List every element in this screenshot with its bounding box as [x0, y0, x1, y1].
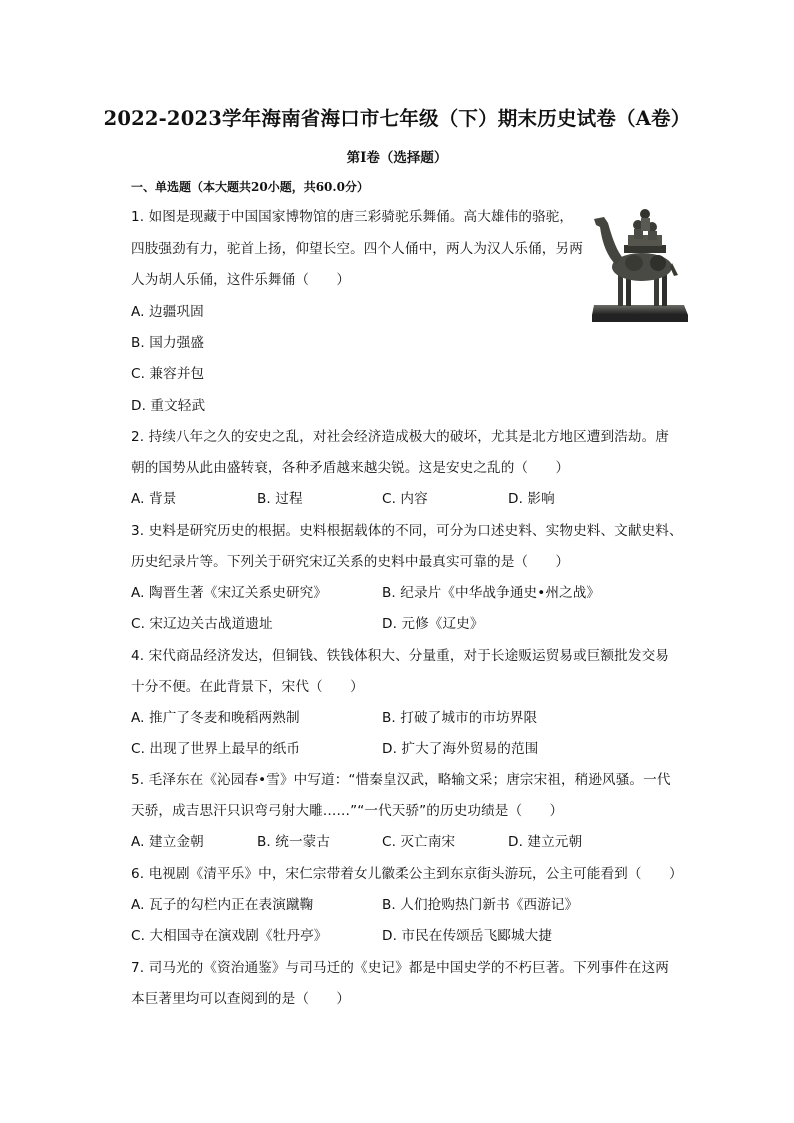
question-6-option-b: B. 人们抢购热门新书《西游记》 [382, 897, 579, 913]
question-7-line-2: 本巨著里均可以查阅到的是（ ） [131, 991, 351, 1007]
question-5-option-b: B. 统一蒙古 [257, 834, 331, 850]
question-2-option-c: C. 内容 [382, 491, 428, 507]
question-2-option-b: B. 过程 [257, 491, 303, 507]
question-2-line-2: 朝的国势从此由盛转衰，各种矛盾越来越尖锐。这是安史之乱的（ ） [131, 460, 570, 476]
question-4-line-2: 十分不便。在此背景下，宋代（ ） [131, 679, 364, 695]
question-4-option-b: B. 打破了城市的市坊界限 [382, 710, 538, 726]
question-5-line-2: 天骄，成吉思汗只识弯弓射大雕……”“一代天骄”的历史功绩是（ ） [131, 803, 564, 819]
question-4-option-a: A. 推广了冬麦和晚稻两熟制 [131, 710, 300, 726]
question-3-line-2: 历史纪录片等。下列关于研究宋辽关系的史料中最真实可靠的是（ ） [131, 554, 570, 570]
question-1-line-1: 1. 如图是现藏于中国国家博物馆的唐三彩骑驼乐舞俑。高大雄伟的骆驼， [131, 209, 574, 225]
question-6-line-1: 6. 电视剧《清平乐》中，宋仁宗带着女儿徽柔公主到东京街头游玩，公主可能看到（ ） [131, 866, 683, 882]
question-3-option-a: A. 陶晋生著《宋辽关系史研究》 [131, 585, 328, 601]
question-2-option-a: A. 背景 [131, 491, 177, 507]
question-6-option-a: A. 瓦子的勾栏内正在表演蹴鞠 [131, 897, 314, 913]
question-2-line-1: 2. 持续八年之久的安史之乱，对社会经济造成极大的破坏，尤其是北方地区遭到浩劫。唐 [131, 429, 669, 445]
question-1-option-b: B. 国力强盛 [131, 335, 205, 351]
question-1-line-3: 人为胡人乐俑，这件乐舞俑（ ） [131, 272, 351, 288]
question-1-option-d: D. 重文轻武 [131, 398, 206, 414]
question-6-option-c: C. 大相国寺在演戏剧《牡丹亭》 [131, 928, 328, 944]
question-4-option-c: C. 出现了世界上最早的纸币 [131, 741, 301, 757]
question-5-option-d: D. 建立元朝 [508, 834, 583, 850]
question-1-line-2: 四肢强劲有力，驼首上扬，仰望长空。四个人俑中，两人为汉人乐俑，另两 [131, 241, 583, 257]
question-5-option-a: A. 建立金朝 [131, 834, 204, 850]
question-1-option-c: C. 兼容并包 [131, 366, 205, 382]
question-5-option-c: C. 灭亡南宋 [382, 834, 456, 850]
question-6-option-d: D. 市民在传颂岳飞郾城大捷 [382, 928, 553, 944]
question-4-line-1: 4. 宋代商品经济发达，但铜钱、铁钱体积大、分量重，对于长途贩运贸易或巨额批发交易 [131, 648, 669, 664]
question-2-option-d: D. 影响 [508, 491, 555, 507]
part-heading: 第Ⅰ卷（选择题） [346, 150, 448, 166]
question-3-line-1: 3. 史料是研究历史的根据。史料根据载体的不同，可分为口述史料、实物史料、文献史料、 [131, 523, 683, 539]
question-5-line-1: 5. 毛泽东在《沁园春•雪》中写道：“惜秦皇汉武，略输文采；唐宗宋祖，稍逊风骚。一代 [131, 772, 671, 788]
question-3-option-c: C. 宋辽边关古战道遗址 [131, 616, 273, 632]
camel-figurine-image [588, 205, 690, 325]
question-4-option-d: D. 扩大了海外贸易的范围 [382, 741, 539, 757]
question-7-line-1: 7. 司马光的《资治通鉴》与司马迁的《史记》都是中国史学的不朽巨著。下列事件在这两 [131, 960, 669, 976]
page-title: 2022-2023学年海南省海口市七年级（下）期末历史试卷（A卷） [103, 107, 691, 130]
question-3-option-b: B. 纪录片《中华战争通史•州之战》 [382, 585, 601, 601]
section-heading: 一、单选题（本大题共20小题，共60.0分） [131, 180, 369, 194]
question-3-option-d: D. 元修《辽史》 [382, 616, 484, 632]
question-1-option-a: A. 边疆巩固 [131, 304, 204, 320]
